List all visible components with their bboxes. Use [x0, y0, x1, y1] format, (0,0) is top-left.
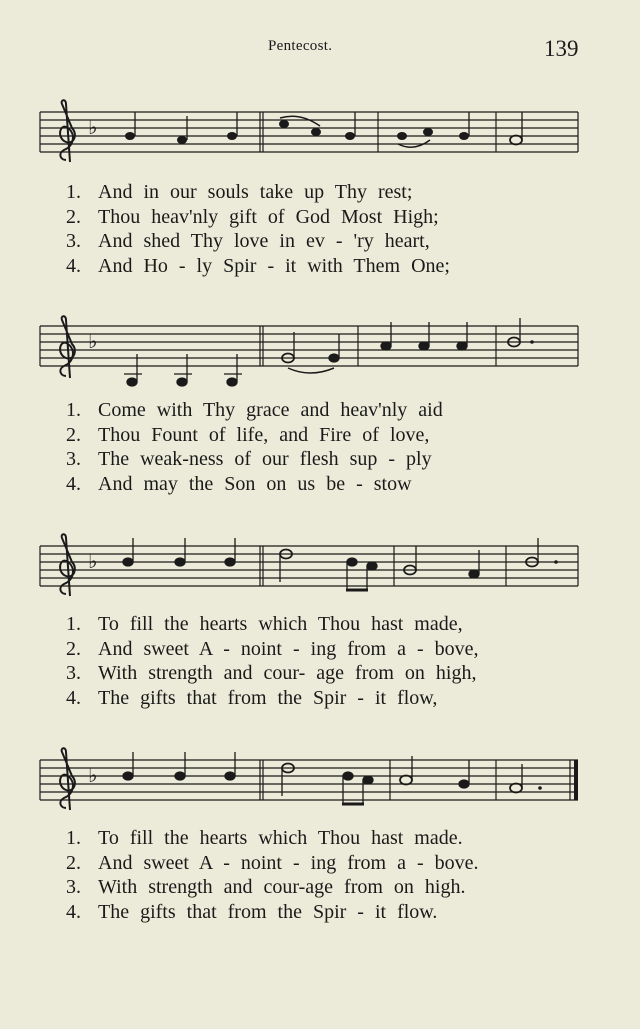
music-staff — [0, 532, 640, 610]
verse-line: 2. And sweet A - noint - ing from a - bove, — [66, 637, 479, 660]
music-system-1 — [0, 98, 640, 278]
flat-sign-icon: ♭ — [88, 115, 98, 139]
page-number: 139 — [544, 36, 579, 61]
music-system-4 — [0, 746, 640, 936]
verse-block — [66, 180, 586, 278]
verse-block — [66, 826, 586, 924]
verse-line: 1. And in our souls take up Thy rest; — [66, 181, 413, 203]
verse-line: 3. With strength and cour-age from on high. — [66, 876, 466, 898]
staff-notation — [0, 98, 640, 176]
flat-sign-icon: ♭ — [88, 549, 98, 573]
verse-block — [66, 398, 586, 496]
verse-line: 1. To fill the hearts which Thou hast made. — [66, 827, 463, 849]
running-title: Pentecost. — [268, 38, 333, 54]
music-system-2 — [0, 314, 640, 504]
verse-line: 4. And Ho - ly Spir - it with Them One; — [66, 254, 450, 277]
verse-block — [66, 612, 586, 710]
verse-line: 1. Come with Thy grace and heav'nly aid — [66, 399, 443, 421]
music-system-3 — [0, 532, 640, 722]
staff-notation — [0, 746, 640, 824]
verse-line: 3. With strength and cour- age from on high, — [66, 662, 477, 684]
verse-line: 2. Thou heav'nly gift of God Most High; — [66, 205, 439, 228]
verse-line: 4. The gifts that from the Spir - it flow, — [66, 686, 438, 709]
music-staff — [0, 746, 640, 824]
flat-sign-icon: ♭ — [88, 329, 98, 353]
flat-sign-icon: ♭ — [88, 763, 98, 787]
treble-clef-icon — [60, 100, 75, 162]
verse-line: 1. To fill the hearts which Thou hast made, — [66, 613, 463, 635]
verse-line: 4. The gifts that from the Spir - it flow. — [66, 900, 438, 923]
verse-line: 4. And may the Son on us be - stow — [66, 472, 412, 495]
page-header — [0, 0, 640, 70]
verse-line: 3. And shed Thy love in ev - 'ry heart, — [66, 230, 430, 252]
music-staff — [0, 314, 640, 394]
verse-line: 2. Thou Fount of life, and Fire of love, — [66, 423, 430, 446]
music-staff — [0, 98, 640, 176]
treble-clef-icon — [60, 534, 75, 596]
treble-clef-icon — [60, 748, 75, 810]
verse-line: 3. The weak-ness of our flesh sup - ply — [66, 448, 432, 470]
staff-notation — [0, 532, 640, 610]
staff-notation — [0, 314, 640, 394]
verse-line: 2. And sweet A - noint - ing from a - bove. — [66, 851, 479, 874]
